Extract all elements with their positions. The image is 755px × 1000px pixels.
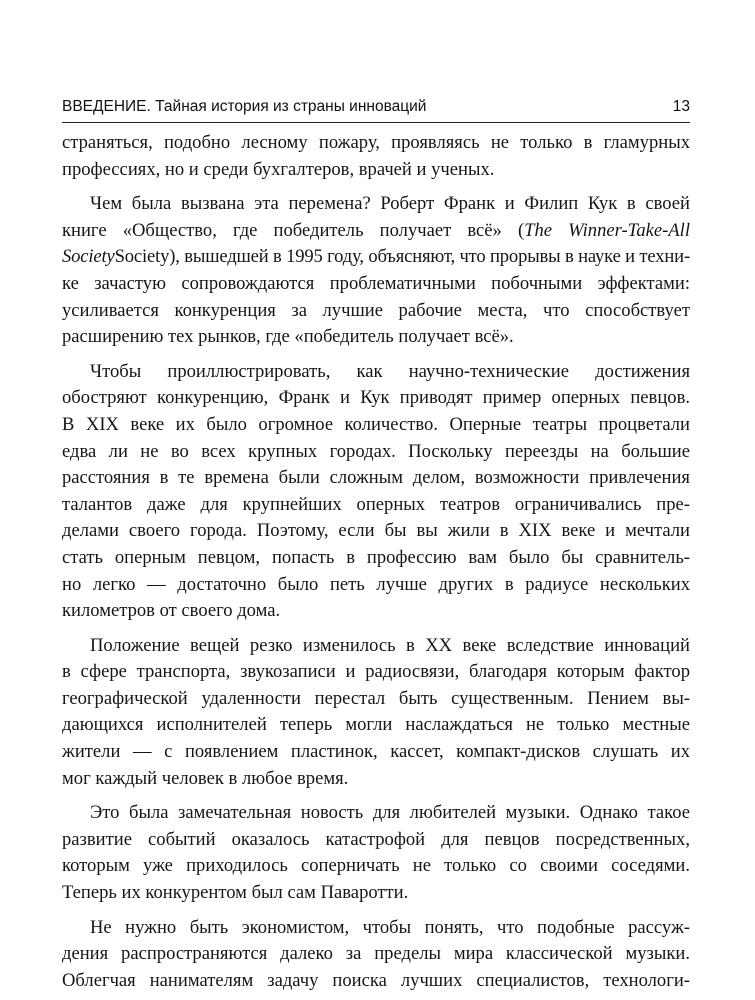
paragraph xyxy=(62,130,690,183)
text-line: жители — с появлением пластинок, кассет, компакт-дисков слушать их xyxy=(62,741,690,763)
paragraph xyxy=(62,915,690,995)
book-title-italic: Society xyxy=(62,246,115,268)
text-line: километров от своего дома. xyxy=(62,600,281,622)
text-run: Society), вышедшей в 1995 году, объясняют, что прорывы в науке и техни- xyxy=(114,246,690,268)
text-line: профессиях, но и среди бухгалтеров, врачей и ученых. xyxy=(62,158,495,180)
text-line: стать оперным певцом, попасть в профессию вам было бы сравнитель- xyxy=(62,546,690,568)
text-line: развитие событий оказалось катастрофой для певцов посредственных, xyxy=(62,828,690,850)
text-line: дения распространяются далеко за пределы мира классической музыки. xyxy=(62,943,690,965)
paragraph xyxy=(62,633,690,793)
text-line: усиливается конкуренция за лучшие рабочие места, что способствует xyxy=(62,299,690,321)
text-line: Чтобы проиллюстрировать, как научно-технические достижения xyxy=(90,360,690,382)
text-line: талантов даже для крупнейших оперных театров ограничивались пре- xyxy=(62,493,690,515)
text-line: в сфере транспорта, звукозаписи и радиосвязи, благодаря которым фактор xyxy=(62,661,690,683)
text-line: Теперь их конкурентом был сам Паваротти. xyxy=(62,882,409,904)
text-line: но легко — достаточно было петь лучше других в радиусе нескольких xyxy=(62,573,690,595)
paragraph xyxy=(62,191,690,351)
text-line: страняться, подобно лесному пожару, проявляясь не только в гламурных xyxy=(62,132,690,153)
text-line: Облегчая нанимателям задачу поиска лучших специалистов, технологи- xyxy=(62,969,690,991)
paragraph xyxy=(62,359,690,625)
chapter-title-rest: Тайная история из страны инноваций xyxy=(150,98,427,115)
running-head xyxy=(62,98,690,124)
text-line: ке зачастую сопровождаются проблематичными побочными эффектами: xyxy=(62,272,690,294)
text-line: расширению тех рынков, где «победитель получает всё». xyxy=(62,326,514,348)
text-line xyxy=(62,244,690,271)
text-line: дающихся исполнителей теперь могли наслаждаться не только местные xyxy=(62,714,690,736)
chapter-title-caps: ВВЕДЕНИЕ. xyxy=(62,98,151,115)
text-line: Чем была вызвана эта перемена? Роберт Франк и Филип Кук в своей xyxy=(90,193,690,215)
page-number: 13 xyxy=(672,98,690,115)
paragraph xyxy=(62,800,690,906)
text-line: делами своего города. Поэтому, если бы вы жили в XIX веке и мечтали xyxy=(62,520,690,542)
text-line: расстояния в те времена были сложным делом, возможности привлечения xyxy=(62,467,690,489)
text-line: Положение вещей резко изменилось в XX веке вследствие инноваций xyxy=(90,634,690,656)
text-line: Это была замечательная новость для любителей музыки. Однако такое xyxy=(90,802,690,824)
chapter-title xyxy=(62,98,426,116)
text-line: которым уже приходилось соперничать не только со своими соседями. xyxy=(62,855,690,877)
header-rule xyxy=(62,122,690,123)
text-line: мог каждый человек в любое время. xyxy=(62,767,349,789)
text-line: В XIX веке их было огромное количество. Оперные театры процветали xyxy=(62,413,690,435)
text-line xyxy=(62,218,690,245)
text-run: книге «Общество, где победитель получает всё» ( xyxy=(62,219,525,241)
body-text xyxy=(62,130,690,994)
book-title-italic: The Winner-Take-All xyxy=(524,219,690,241)
text-line: обостряют конкуренцию, Франк и Кук приводят пример оперных певцов. xyxy=(62,387,690,409)
text-line: Не нужно быть экономистом, чтобы понять, что подобные рассуж- xyxy=(90,916,690,938)
text-line: географической удаленности перестал быть существенным. Пением вы- xyxy=(62,687,690,709)
text-line: едва ли не во всех крупных городах. Поскольку переезды на большие xyxy=(62,440,690,462)
